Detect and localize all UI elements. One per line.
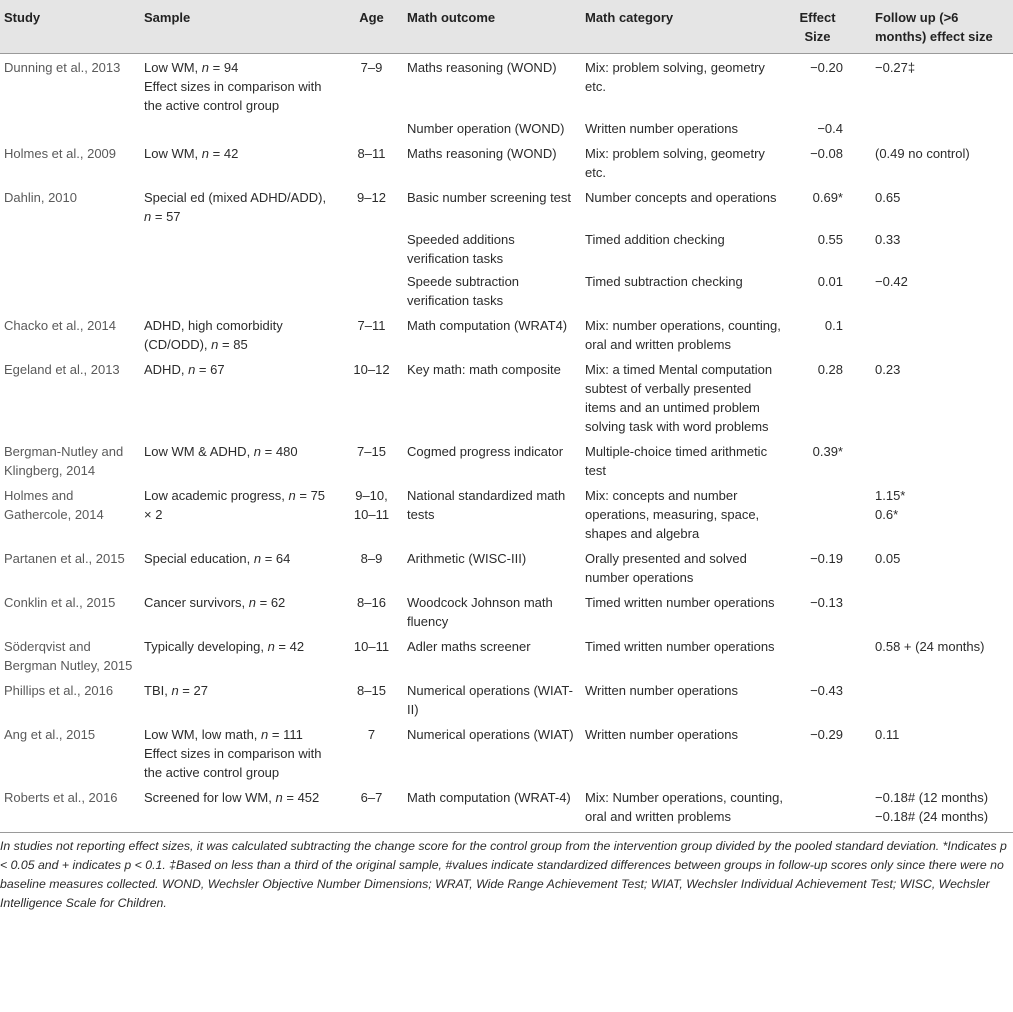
cell-effect-size: 0.1: [824, 318, 843, 333]
cell-effect-size: 0.01: [817, 274, 843, 289]
table-row: [0, 270, 1013, 312]
cell-math-outcome: Speeded additions verification tasks: [407, 232, 515, 266]
table-footnote: In studies not reporting effect sizes, it was calculated subtracting the change score for the control group from the intervention group divided by the pooled standard deviation. *Indicates p < 0.05 and + indicates p < 0.1. ‡Based on less than a third of the original sample, #values indicate standardized differences between groups in follow-up scores only since there were no baseline measures collected. WOND, Wechsler Objective Number Dimensions; WRAT, Wide Range Achievement Test; WIAT, Wechsler Individual Achievement Test; WISC, Wechsler Intelligence Scale for Children.: [0, 839, 1007, 910]
cell-math-outcome: Cogmed progress indicator: [407, 444, 564, 459]
cell-follow-up: (0.49 no control): [875, 146, 970, 161]
cell-math-category: Number concepts and operations: [585, 190, 777, 205]
cell-effect-size: [788, 784, 865, 833]
cell-follow-up: 0.65: [875, 190, 901, 205]
cell-study: [0, 117, 140, 140]
cell-study: Partanen et al., 2015: [4, 551, 125, 566]
header-math-outcome: Math outcome: [403, 0, 581, 54]
cell-age: 8–9: [360, 551, 383, 566]
cell-math-outcome: National standardized math tests: [407, 488, 566, 522]
cell-follow-up: 0.05: [875, 551, 901, 566]
cell-math-outcome: Math computation (WRAT4): [407, 318, 568, 333]
cell-age: [340, 228, 403, 270]
cell-study: [0, 228, 140, 270]
table-row: [0, 482, 1013, 545]
cell-math-outcome: Numerical operations (WIAT-II): [407, 683, 573, 717]
cell-math-category: Mix: concepts and number operations, measuring, space, shapes and algebra: [585, 488, 760, 541]
cell-math-category: Written number operations: [585, 121, 738, 136]
cell-sample: Special ed (mixed ADHD/ADD), n = 57: [144, 190, 327, 224]
cell-follow-up: [865, 312, 1013, 356]
cell-sample: Special education, n = 64: [144, 551, 291, 566]
cell-effect-size: [788, 633, 865, 677]
cell-math-outcome: Maths reasoning (WOND): [407, 60, 557, 75]
cell-math-category: Written number operations: [585, 683, 738, 698]
cell-follow-up: −0.18# (12 months) −0.18# (24 months): [865, 784, 1013, 833]
cell-math-category: Timed subtraction checking: [585, 274, 743, 289]
cell-sample: Low WM, n = 94 Effect sizes in comparison with the active control group: [144, 60, 322, 113]
cell-follow-up: −0.27‡: [875, 60, 916, 75]
cell-age: 10–12: [353, 362, 390, 377]
cell-age: 8–15: [357, 683, 386, 698]
cell-follow-up: [865, 117, 1013, 140]
header-math-category: Math category: [581, 0, 788, 54]
cell-effect-size: −0.13: [810, 595, 843, 610]
cell-sample: ADHD, n = 67: [144, 362, 225, 377]
cell-math-outcome: Key math: math composite: [407, 362, 561, 377]
cell-sample: [140, 228, 340, 270]
cell-age: [340, 270, 403, 312]
cell-effect-size: −0.29: [810, 727, 843, 742]
cell-sample: Low WM, n = 42: [144, 146, 239, 161]
cell-math-category: Written number operations: [585, 727, 738, 742]
cell-effect-size: −0.4: [817, 121, 843, 136]
cell-sample: ADHD, high comorbidity (CD/ODD), n = 85: [144, 318, 283, 352]
cell-follow-up: 0.58 + (24 months): [875, 639, 985, 654]
cell-effect-size: −0.08: [810, 146, 843, 161]
cell-math-category: Mix: number operations, counting, oral and written problems: [585, 318, 781, 352]
cell-math-outcome: Woodcock Johnson math fluency: [407, 595, 553, 629]
header-follow-up: Follow up (>6 months) effect size: [865, 0, 1013, 54]
cell-follow-up: 0.33: [875, 232, 901, 247]
cell-sample: Low WM & ADHD, n = 480: [144, 444, 298, 459]
cell-study: Phillips et al., 2016: [4, 683, 114, 698]
cell-math-outcome: Speede subtraction verification tasks: [407, 274, 520, 308]
cell-sample: [140, 117, 340, 140]
cell-study: [0, 270, 140, 312]
cell-age: 7–15: [357, 444, 386, 459]
cell-math-category: Mix: Number operations, counting, oral and written problems: [581, 784, 788, 833]
cell-sample: Screened for low WM, n = 452: [140, 784, 340, 833]
cell-math-category: Timed written number operations: [585, 595, 775, 610]
cell-follow-up: [865, 438, 1013, 482]
table-row: [0, 545, 1013, 589]
cell-effect-size: −0.43: [810, 683, 843, 698]
cell-math-category: Timed written number operations: [585, 639, 775, 654]
cell-study: Holmes and Gathercole, 2014: [4, 488, 104, 522]
cell-study: Holmes et al., 2009: [4, 146, 117, 161]
cell-effect-size: 0.69*: [812, 190, 843, 205]
cell-math-category: Orally presented and solved number operations: [585, 551, 747, 585]
cell-sample: Typically developing, n = 42: [144, 639, 305, 654]
header-study: Study: [0, 0, 140, 54]
table-row: [0, 54, 1013, 118]
cell-age: 10–11: [353, 639, 390, 654]
cell-math-outcome: Maths reasoning (WOND): [407, 146, 557, 161]
table-row: [0, 117, 1013, 140]
cell-sample: TBI, n = 27: [144, 683, 208, 698]
cell-age: [340, 117, 403, 140]
cell-age: 8–16: [357, 595, 386, 610]
cell-effect-size: −0.19: [810, 551, 843, 566]
cell-study: Bergman-Nutley and Klingberg, 2014: [4, 444, 124, 478]
cell-follow-up: [865, 589, 1013, 633]
header-effect-size: Effect Size: [788, 0, 865, 54]
cell-age: 6–7: [340, 784, 403, 833]
cell-math-outcome: Math computation (WRAT-4): [403, 784, 581, 833]
cell-effect-size: 0.28: [817, 362, 843, 377]
table-row: [0, 633, 1013, 677]
cell-effect-size: 0.55: [817, 232, 843, 247]
cell-math-outcome: Arithmetic (WISC-III): [407, 551, 527, 566]
cell-math-category: Mix: a timed Mental computation subtest of verbally presented items and an untimed problem solving task with word problems: [585, 362, 773, 434]
cell-math-outcome: Numerical operations (WIAT): [407, 727, 574, 742]
cell-math-outcome: Number operation (WOND): [407, 121, 565, 136]
cell-age: 9–12: [357, 190, 386, 205]
cell-study: Söderqvist and Bergman Nutley, 2015: [4, 639, 133, 673]
cell-study: Dunning et al., 2013: [4, 60, 121, 75]
cell-sample: Cancer survivors, n = 62: [144, 595, 286, 610]
cell-study: Ang et al., 2015: [4, 727, 96, 742]
table-row: [0, 589, 1013, 633]
cell-effect-size: [788, 482, 865, 545]
table-body: [0, 54, 1013, 833]
cell-study: Dahlin, 2010: [4, 190, 77, 205]
cell-math-category: Mix: problem solving, geometry etc.: [585, 146, 765, 180]
header-age: Age: [340, 0, 403, 54]
cell-math-outcome: Basic number screening test: [407, 190, 572, 205]
table-row: [0, 356, 1013, 438]
cell-math-category: Multiple-choice timed arithmetic test: [585, 444, 768, 478]
cell-study: Roberts et al., 2016: [0, 784, 140, 833]
table-row: [0, 721, 1013, 784]
cell-age: 7: [367, 727, 376, 742]
table-row: [0, 140, 1013, 184]
cell-sample: Low academic progress, n = 75 × 2: [144, 488, 326, 522]
table-row: [0, 677, 1013, 721]
cell-math-category: Timed addition checking: [585, 232, 725, 247]
cell-effect-size: −0.20: [810, 60, 843, 75]
cell-study: Chacko et al., 2014: [4, 318, 117, 333]
cell-age: 8–11: [357, 146, 386, 161]
cell-follow-up: −0.42: [875, 274, 908, 289]
cell-age: 7–9: [360, 60, 383, 75]
cell-age: 7–11: [357, 318, 386, 333]
table-row: [0, 184, 1013, 228]
cell-follow-up: 1.15* 0.6*: [875, 488, 906, 522]
table-row: [0, 228, 1013, 270]
cell-follow-up: 0.23: [875, 362, 901, 377]
cell-study: Egeland et al., 2013: [4, 362, 120, 377]
header-sample: Sample: [140, 0, 340, 54]
cell-study: Conklin et al., 2015: [4, 595, 116, 610]
cell-effect-size: 0.39*: [812, 444, 843, 459]
table-row: [0, 312, 1013, 356]
cell-sample: [140, 270, 340, 312]
cell-follow-up: 0.11: [875, 727, 900, 742]
cell-math-outcome: Adler maths screener: [407, 639, 531, 654]
header-row: [0, 0, 1013, 54]
cell-sample: Low WM, low math, n = 111 Effect sizes in comparison with the active control group: [144, 727, 322, 780]
cell-math-category: Mix: problem solving, geometry etc.: [585, 60, 765, 94]
table-row: [0, 784, 1013, 833]
table-row: [0, 438, 1013, 482]
cell-follow-up: [865, 677, 1013, 721]
cell-age: 9–10, 10–11: [353, 488, 390, 522]
